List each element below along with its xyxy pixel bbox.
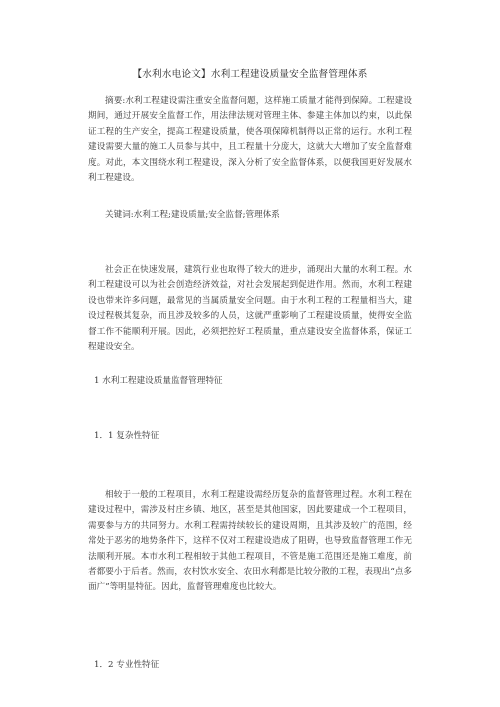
keywords-paragraph: 关键词:水利工程;建设质量;安全监督;管理体系 <box>105 210 280 220</box>
section-1-1-paragraph: 相较于一般的工程项目，水利工程建设需经历复杂的监督管理过程。水利工程在建设过程中，需涉及村庄乡镇、地区，甚至是其他国家，因此要建成一个工程项目，需要参与方的共同努力。水利工程需持续较长的建设周期，且其涉及较广的范围，经常处于恶劣的地势条件下，这样不仅对工程建设造成了阻碍，也导致监督管理工作无法顺利开展。本市水利工程相较于其他工程项目，不管是施工范围还是施工难度，前者都要小于后者。然而，农村饮水安全、农田水利都是比较分散的工程，表现出“点多面广”等明显特征。因此，监督管理难度也比较大。 <box>88 490 412 593</box>
intro-paragraph: 社会正在快速发展，建筑行业也取得了较大的进步，涌现出大量的水利工程。水利工程建设可以为社会创造经济效益，对社会发展起到促进作用。然而，水利工程建设也带来许多问题，最常见的当属质量安全问题。由于水利工程的工程量相当大，建设过程极其复杂，而且涉及较多的人员，这就严重影响了工程建设质量，使得安全监督工作不能顺利开展。因此，必须把控好工程质量，重点建设安全监督体系，保证工程建设安全。 <box>88 265 412 353</box>
section-1-2-heading: 1．2 专业性特征 <box>94 660 160 670</box>
section-1-1-heading: 1．1 复杂性特征 <box>94 431 160 441</box>
abstract-paragraph: 摘要:水利工程建设需注重安全监督问题，这样施工质量才能得到保障。工程建设期间，通过开展安全监督工作，用法律法规对管理主体、参建主体加以约束，以此保证工程的生产安全，提高工程建设质量，使各项保障机制得以正常的运行。水利工程建设需要大量的施工人员参与其中，且工程量十分庞大，这就大大增加了安全监督难度。对此，本文围绕水利工程建设，深入分析了安全监督体系，以便我国更好发展水利工程建设。 <box>88 96 412 184</box>
document-title: 【水利水电论文】水利工程建设质量安全监督管理体系 <box>132 69 368 80</box>
section-1-heading: 1 水利工程建设质量监督管理特征 <box>94 376 223 386</box>
